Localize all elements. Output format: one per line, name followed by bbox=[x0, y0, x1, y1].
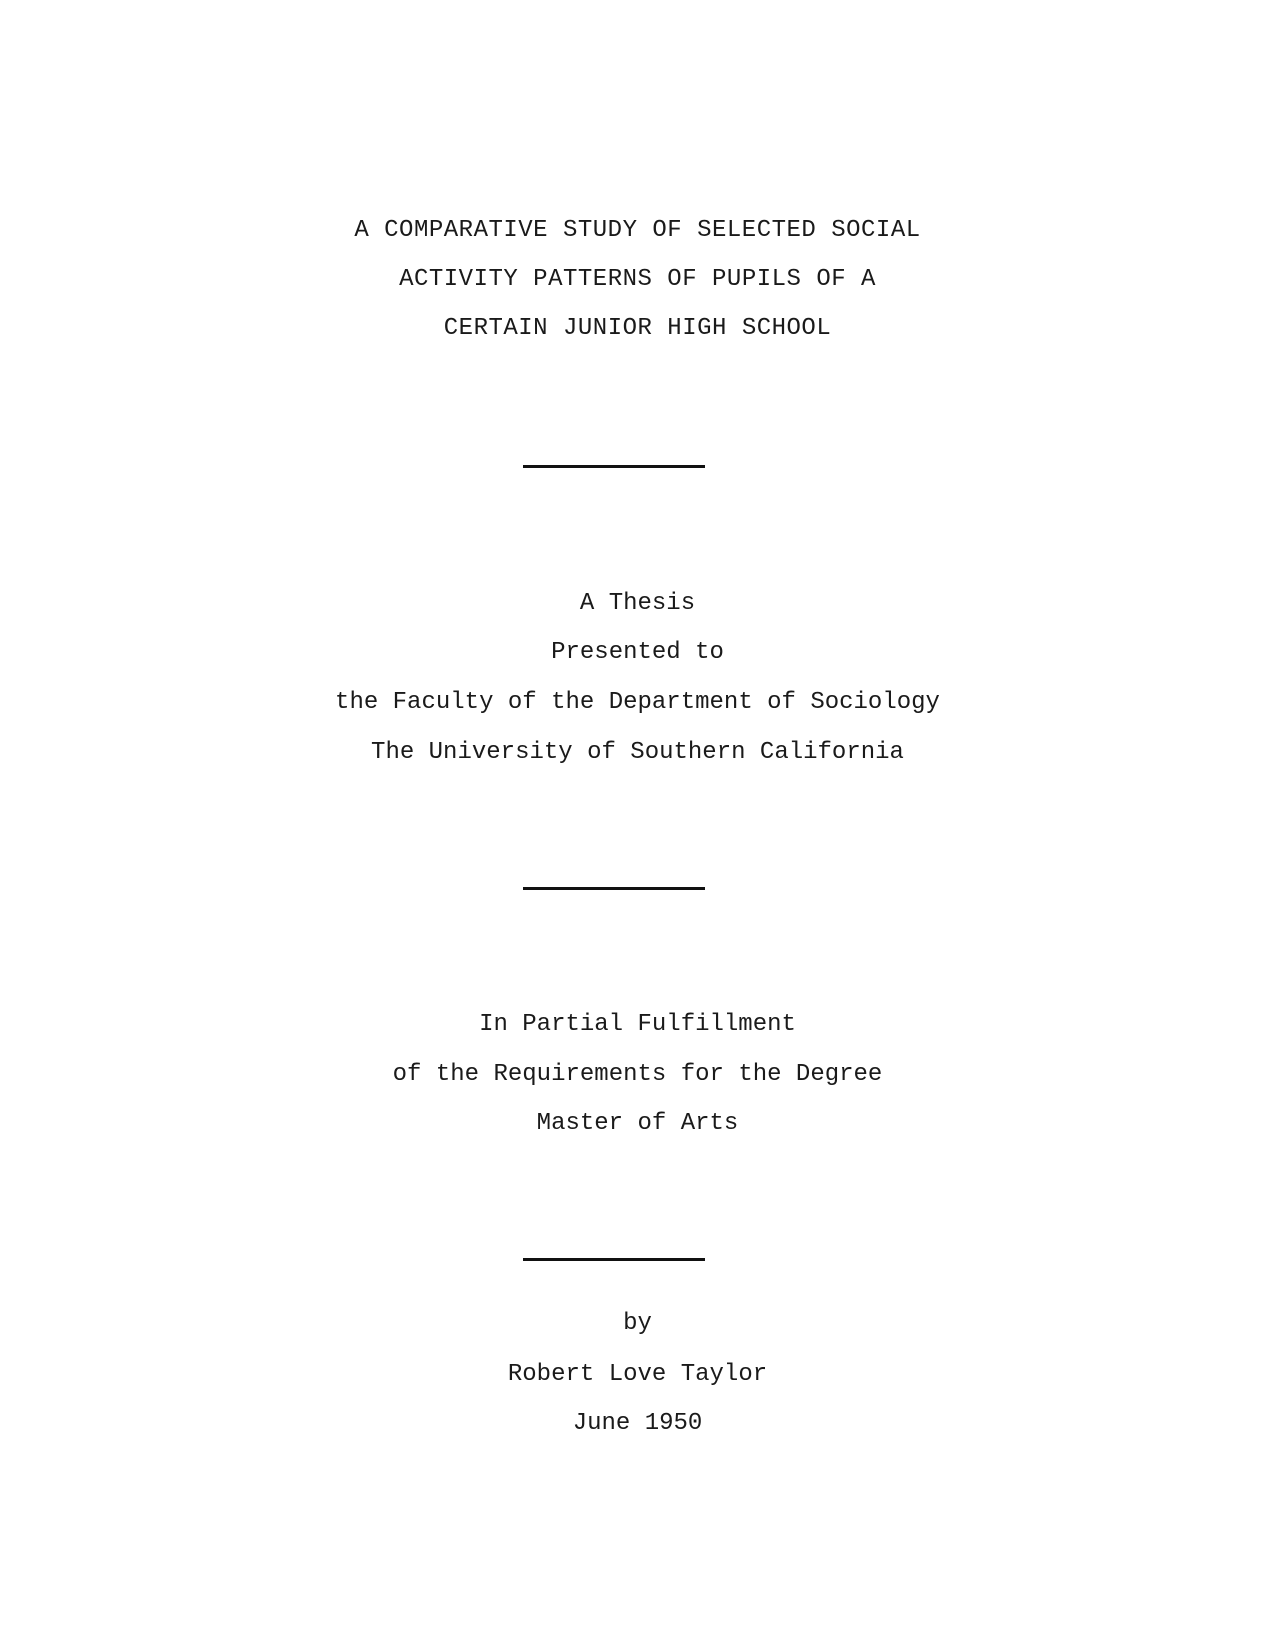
presented-to-label: Presented to bbox=[551, 639, 724, 666]
section-divider-2 bbox=[523, 887, 705, 890]
section-divider-1 bbox=[523, 465, 705, 468]
submission-date: June 1950 bbox=[572, 1410, 703, 1437]
thesis-title-line-1: A COMPARATIVE STUDY OF SELECTED SOCIAL bbox=[354, 217, 921, 244]
fulfillment-line-2: of the Requirements for the Degree bbox=[392, 1061, 883, 1088]
author-name: Robert Love Taylor bbox=[507, 1361, 768, 1388]
thesis-title-line-3: CERTAIN JUNIOR HIGH SCHOOL bbox=[443, 315, 832, 342]
faculty-department: the Faculty of the Department of Sociology bbox=[335, 689, 940, 716]
by-label: by bbox=[623, 1310, 652, 1337]
fulfillment-line-1: In Partial Fulfillment bbox=[479, 1011, 796, 1038]
thesis-label: A Thesis bbox=[579, 590, 696, 617]
degree-name: Master of Arts bbox=[536, 1110, 739, 1137]
university-name: The University of Southern California bbox=[371, 739, 904, 766]
thesis-title-line-2: ACTIVITY PATTERNS OF PUPILS OF A bbox=[399, 266, 876, 293]
section-divider-3 bbox=[523, 1258, 705, 1261]
